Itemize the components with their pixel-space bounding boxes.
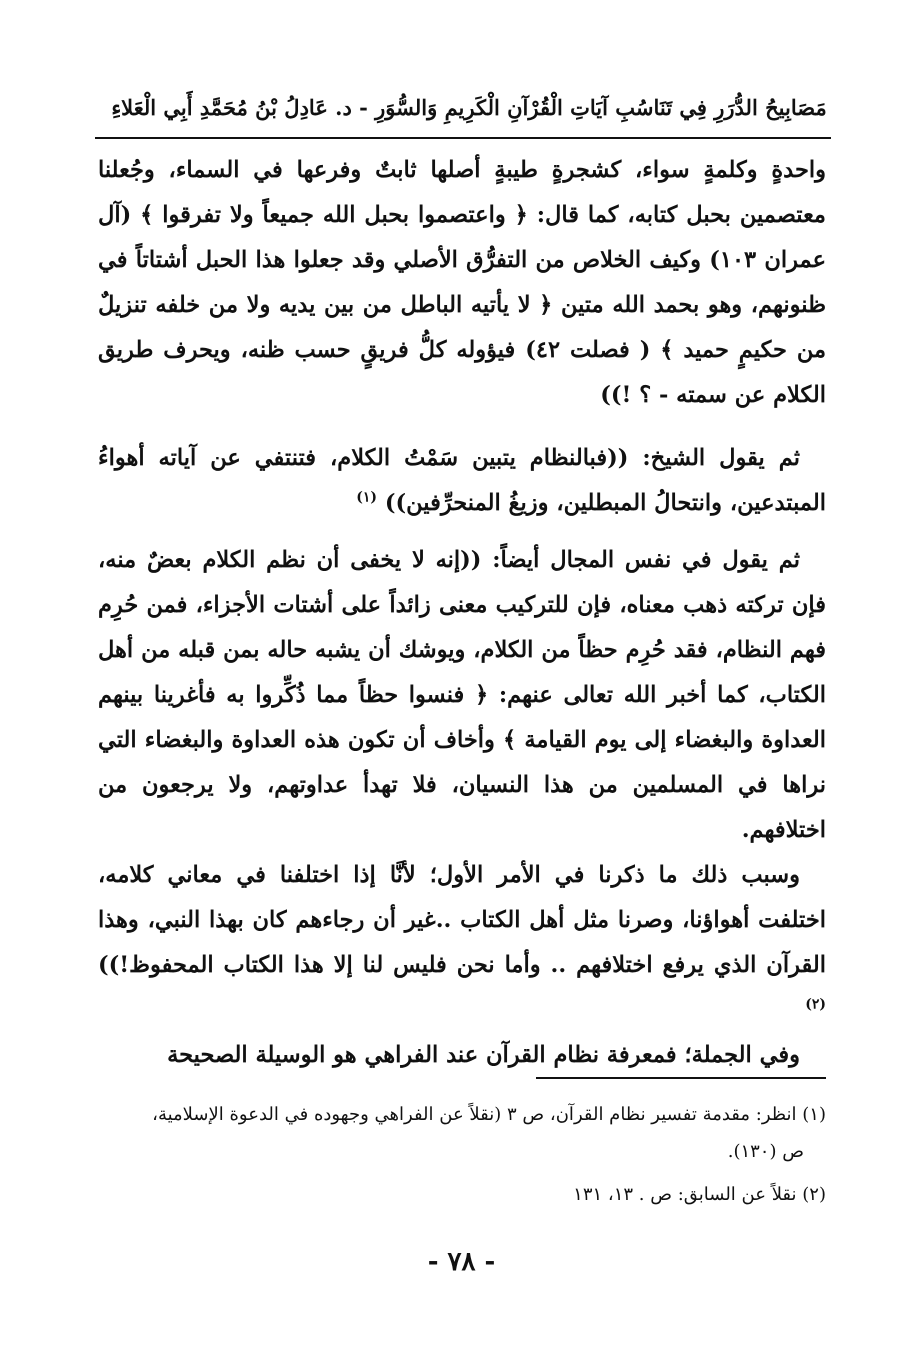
footnote-1: (١) انظر: مقدمة تفسير نظام القرآن، ص ٣ (نقلاً عن الفراهي وجهوده في الدعوة الإسلامية، (152, 1104, 826, 1125)
running-header: مَصَابِيحُ الدُّرَرِ فِي تَنَاسُبِ آيَاتِ الْقُرْآنِ الْكَرِيمِ وَالسُّوَرِ - د. عَادِلُ بْنُ مُحَمَّدِ أَبِي الْعَلاءِ (111, 95, 827, 120)
paragraph-1: واحدةٍ وكلمةٍ سواء، كشجرةٍ طيبةٍ أصلها ثابتٌ وفرعها في السماء، وجُعلنا معتصمين بحبل كتابه، كما قال: ﴿ واعتصموا بحبل الله جميعاً ولا تفرقوا ﴾ (آل عمران ١٠٣) وكيف الخلاص من التفرُّق الأصلي وقد جعلوا هذا الحبل أشتاتاً في ظنونهم، وهو بحمد الله متين ﴿ لا يأتيه الباطل من بين يديه ولا من خلفه تنزيلٌ من حكيمٍ حميد ﴾ ( فصلت ٤٢) فيؤوله كلُّ فريقٍ حسب ظنه، ويحرف طريق الكلام عن سمته - ؟ !)) (98, 157, 827, 408)
paragraph-5 (98, 1033, 826, 1078)
paragraph-2-text: ثم يقول الشيخ: ((فبالنظام يتبين سَمْتُ الكلام، فتنتفي عن آياته أهواءُ المبتدعين، وانتحالُ المبطلين، وزيغُ المنحرِّفين)) (98, 445, 826, 516)
footnote-ref-2: (٢) (805, 996, 826, 1013)
footnote-2: (٢) نقلاً عن السابق: ص . ١٣، ١٣١ (573, 1184, 826, 1205)
footnote-divider (536, 1077, 826, 1079)
footnote-ref-1: (١) (356, 489, 378, 506)
page-number: - ٧٨ - (427, 1247, 496, 1277)
paragraph-5-text: وفي الجملة؛ فمعرفة نظام القرآن عند الفراهي هو الوسيلة الصحيحة (167, 1042, 800, 1068)
main-text (98, 148, 826, 1078)
footnote-1-continued: ص (١٣٠). (727, 1141, 804, 1162)
paragraph-3 (98, 538, 826, 853)
footnotes (98, 1096, 826, 1213)
paragraph-2 (98, 436, 826, 526)
paragraph-4 (98, 853, 826, 1033)
paragraph-3-text: ثم يقول في نفس المجال أيضاً: ((إنه لا يخفى أن نظم الكلام بعضٌ منه، فإن تركته ذهب معناه، فإن للتركيب معنى زائداً على أشتات الأجزاء، فمن حُرِم فهم النظام، فقد حُرِم حظاً من الكلام، ويوشك أن يشبه حاله بمن قبله من أهل الكتاب، كما أخبر الله تعالى عنهم: ﴿ فنسوا حظاً مما ذُكِّروا به فأغرينا بينهم العداوة والبغضاء إلى يوم القيامة ﴾ وأخاف أن تكون هذه العداوة والبغضاء التي نراها في المسلمين من هذا النسيان، فلا تهدأ عداوتهم، ولا يرجعون من اختلافهم. (98, 547, 826, 843)
paragraph-4-text: وسبب ذلك ما ذكرنا في الأمر الأول؛ لأنَّا إذا اختلفنا في معاني كلامه، اختلفت أهواؤنا، وصرنا مثل أهل الكتاب ..غير أن رجاءهم كان بهذا النبي، وهذا القرآن الذي يرفع اختلافهم .. وأما نحن فليس لنا إلا هذا الكتاب المحفوظ!)) (98, 862, 826, 978)
header-divider (95, 137, 831, 139)
